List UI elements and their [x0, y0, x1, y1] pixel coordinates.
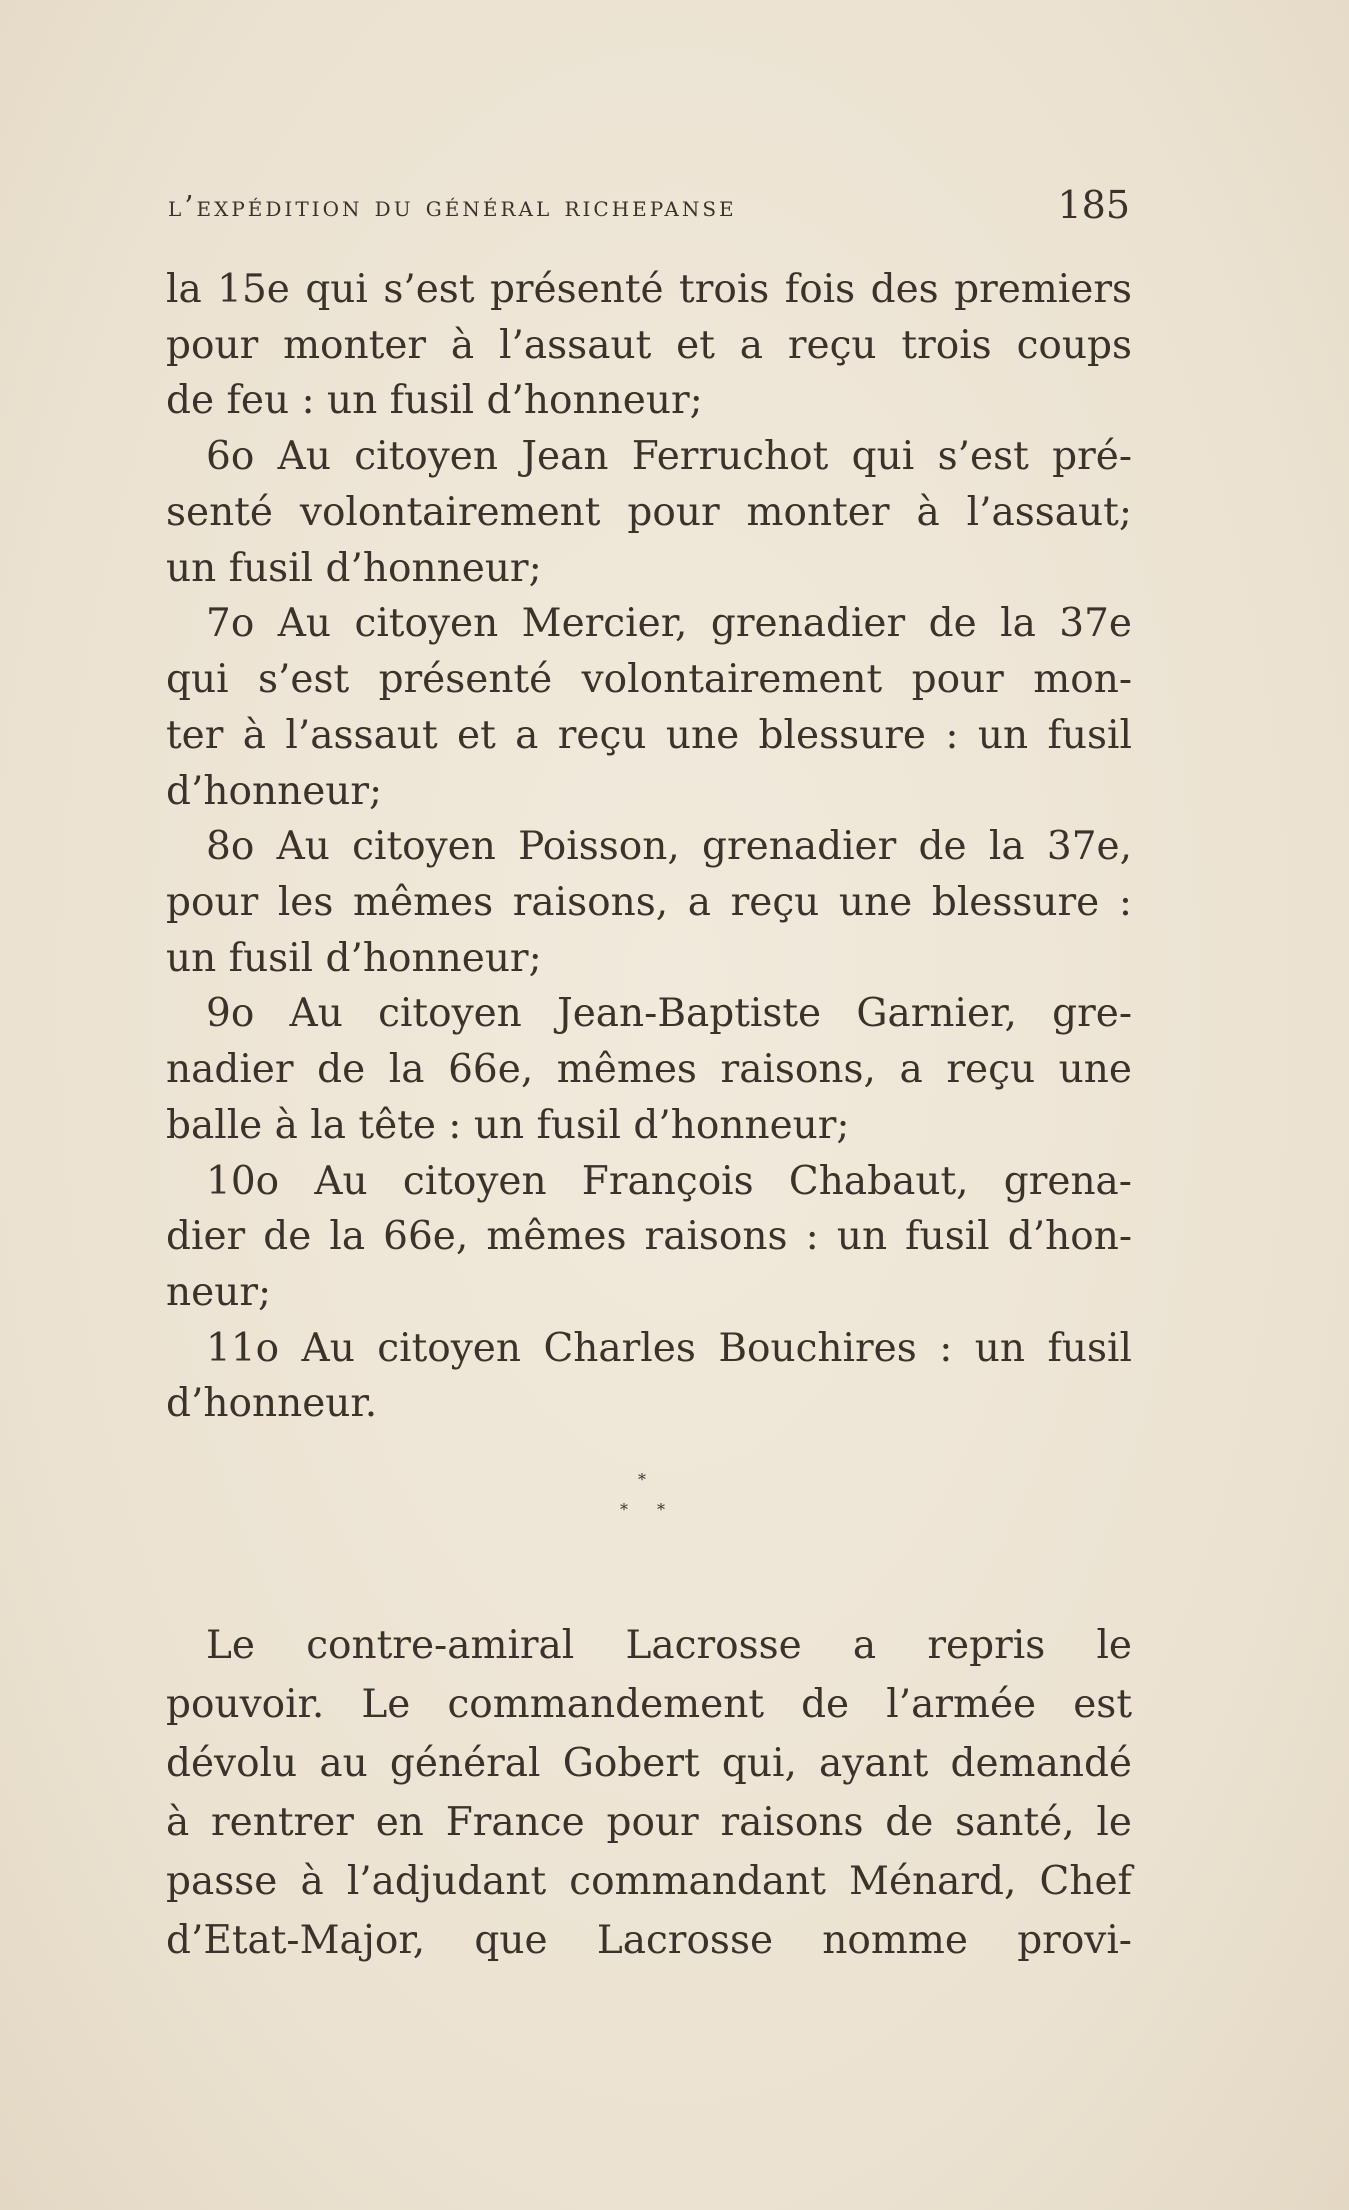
text-line: balle à la tête : un fusil d’honneur;: [166, 1103, 850, 1148]
text-line: neur;: [166, 1270, 272, 1315]
text-line: pour monter à l’assaut et a reçu trois coups: [166, 323, 1132, 368]
text-line: passe à l’adjudant commandant Ménard, Chef: [166, 1859, 1132, 1904]
text-line: Le contre-amiral Lacrosse a repris le: [206, 1623, 1132, 1668]
section-break-asterism: [600, 1470, 700, 1540]
text-line: qui s’est présenté volontairement pour mon-: [166, 657, 1132, 702]
text-line: 11o Au citoyen Charles Bouchires : un fusil: [206, 1326, 1132, 1371]
asterism-star: *: [620, 1500, 628, 1519]
text-line: la 15e qui s’est présenté trois fois des premiers: [166, 267, 1132, 312]
text-line: 6o Au citoyen Jean Ferruchot qui s’est pré-: [206, 434, 1132, 479]
running-header: [168, 183, 1130, 233]
text-line: dier de la 66e, mêmes raisons : un fusil d’hon-: [166, 1214, 1132, 1259]
text-line: ter à l’assaut et a reçu une blessure : un fusil: [166, 713, 1132, 758]
text-line: un fusil d’honneur;: [166, 936, 542, 981]
text-line: à rentrer en France pour raisons de santé, le: [166, 1800, 1132, 1845]
page-number: 185: [1057, 183, 1130, 227]
text-line: pour les mêmes raisons, a reçu une blessure :: [166, 880, 1132, 925]
text-line: d’Etat-Major, que Lacrosse nomme provi-: [166, 1918, 1132, 1963]
text-line: 8o Au citoyen Poisson, grenadier de la 37e,: [206, 824, 1132, 869]
text-line: d’honneur;: [166, 769, 383, 814]
asterism-star: *: [657, 1500, 665, 1519]
text-line: 9o Au citoyen Jean-Baptiste Garnier, gre-: [206, 991, 1132, 1036]
running-title: l’expédition du général richepanse: [168, 189, 737, 223]
text-line: dévolu au général Gobert qui, ayant demandé: [166, 1741, 1132, 1786]
text-line: 7o Au citoyen Mercier, grenadier de la 37e: [206, 601, 1132, 646]
asterism-star: *: [638, 1470, 646, 1489]
text-line: nadier de la 66e, mêmes raisons, a reçu une: [166, 1047, 1132, 1092]
text-line: senté volontairement pour monter à l’assaut;: [166, 490, 1132, 535]
text-line: 10o Au citoyen François Chabaut, grena-: [206, 1159, 1132, 1204]
text-line: pouvoir. Le commandement de l’armée est: [166, 1682, 1132, 1727]
text-line: de feu : un fusil d’honneur;: [166, 378, 703, 423]
text-line: d’honneur.: [166, 1381, 378, 1426]
text-line: un fusil d’honneur;: [166, 546, 542, 591]
